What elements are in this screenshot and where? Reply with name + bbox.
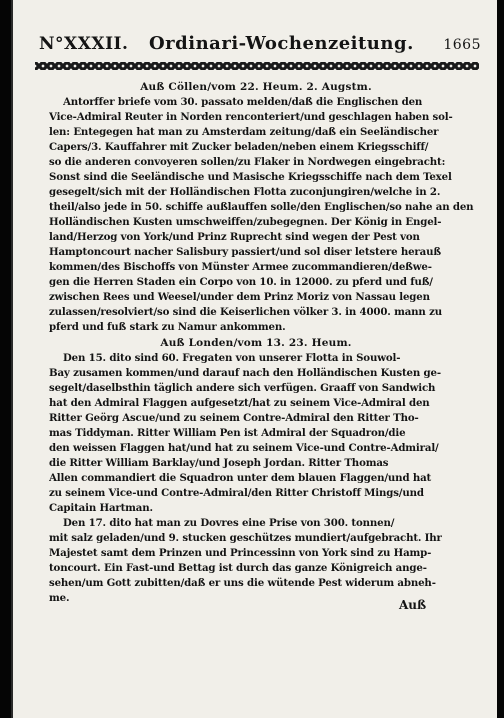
newspaper-title: Ordinari-Wochenzeitung. [149, 33, 414, 54]
text-line: Vice-Admiral Reuter in Norden renconteriert/und geschlagen haben sol- [49, 111, 453, 123]
text-line: gesegelt/sich mit der Holländischen Flotta zuconjungiren/welche in 2. [49, 186, 441, 198]
text-line: pferd und fuß stark zu Namur ankommen. [49, 321, 286, 333]
year-number: 1665 [443, 37, 481, 53]
catchword: Auß [399, 598, 427, 612]
text-line: sehen/um Gott zubitten/daß er uns die wütende Pest widerum abneh- [49, 577, 436, 589]
text-line: Sonst sind die Seeländische und Masische Kriegsschiffe nach dem Texel [49, 171, 452, 183]
text-line: Den 17. dito hat man zu Dovres eine Prise von 300. tonnen/ [63, 517, 395, 529]
text-line: land/Herzog von York/und Prinz Ruprecht sind wegen der Pest von [49, 231, 420, 243]
text-line: die Ritter William Barklay/und Joseph Jordan. Ritter Thomas [49, 457, 389, 469]
newspaper-page [11, 0, 497, 718]
text-line: Hamptoncourt nacher Salisbury passiert/und sol diser letstere herauß [49, 246, 441, 258]
text-line: mas Tiddyman. Ritter William Pen ist Admiral der Squadron/die [49, 427, 406, 439]
text-line: Capers/3. Kauffahrer mit Zucker beladen/neben einem Kriegsschiff/ [49, 141, 429, 153]
text-line: hat den Admiral Flaggen aufgesetzt/hat zu seinem Vice-Admiral den [49, 397, 430, 409]
text-line: Bay zusamen kommen/und darauf nach den Holländischen Kusten ge- [49, 367, 441, 379]
text-line: den weissen Flaggen hat/und hat zu seinem Vice-und Contre-Admiral/ [49, 442, 439, 454]
text-line: Antorffer briefe vom 30. passato melden/daß die Englischen den [63, 96, 423, 108]
issue-number: N°XXXII. [39, 34, 129, 54]
ornamental-rule [35, 62, 479, 70]
text-line: len: Entegegen hat man zu Amsterdam zeitung/daß ein Seeländischer [49, 126, 439, 138]
text-line: kommen/des Bischoffs von Münster Armee zucommandieren/deßwe- [49, 261, 432, 273]
text-line: Allen commandiert die Squadron unter dem blauen Flaggen/und hat [49, 472, 432, 484]
dateline-london: Auß Londen/vom 13. 23. Heum. [160, 337, 352, 349]
text-line: me. [49, 592, 70, 604]
text-line: so die anderen convoyeren sollen/zu Flaker in Nordwegen eingebracht: [49, 156, 446, 168]
text-line: Den 15. dito sind 60. Fregaten von unserer Flotta in Souwol- [63, 352, 401, 364]
text-line: Majestet samt dem Prinzen und Princessinn von York sind zu Hamp- [49, 547, 432, 559]
text-line: zu seinem Vice-und Contre-Admiral/den Ritter Christoff Mings/und [49, 487, 424, 499]
text-line: theil/also jede in 50. schiffe außlauffen solle/den Englischen/so nahe an den [49, 201, 474, 213]
text-line: Holländischen Kusten umschweiffen/zubegegnen. Der König in Engel- [49, 216, 442, 228]
text-line: toncourt. Ein Fast-und Bettag ist durch das ganze Königreich ange- [49, 562, 427, 574]
text-line: Ritter Geörg Ascue/und zu seinem Contre-Admiral den Ritter Tho- [49, 412, 419, 424]
text-line: mit salz geladen/und 9. stucken geschützes mundiert/aufgebracht. Ihr [49, 532, 442, 544]
text-line: segelt/daselbsthin täglich andere sich verfügen. Graaff von Sandwich [49, 382, 436, 394]
text-line: gen die Herren Staden ein Corpo von 10. in 12000. zu pferd und fuß/ [49, 276, 433, 288]
text-line: Capitain Hartman. [49, 502, 153, 514]
dateline-cologne: Auß Cöllen/vom 22. Heum. 2. Augstm. [140, 81, 372, 93]
text-line: zulassen/resolviert/so sind die Keiserlichen völker 3. in 4000. mann zu [49, 306, 442, 318]
text-line: zwischen Rees und Weesel/under dem Prinz Moriz von Nassau legen [49, 291, 430, 303]
masthead [39, 32, 485, 56]
